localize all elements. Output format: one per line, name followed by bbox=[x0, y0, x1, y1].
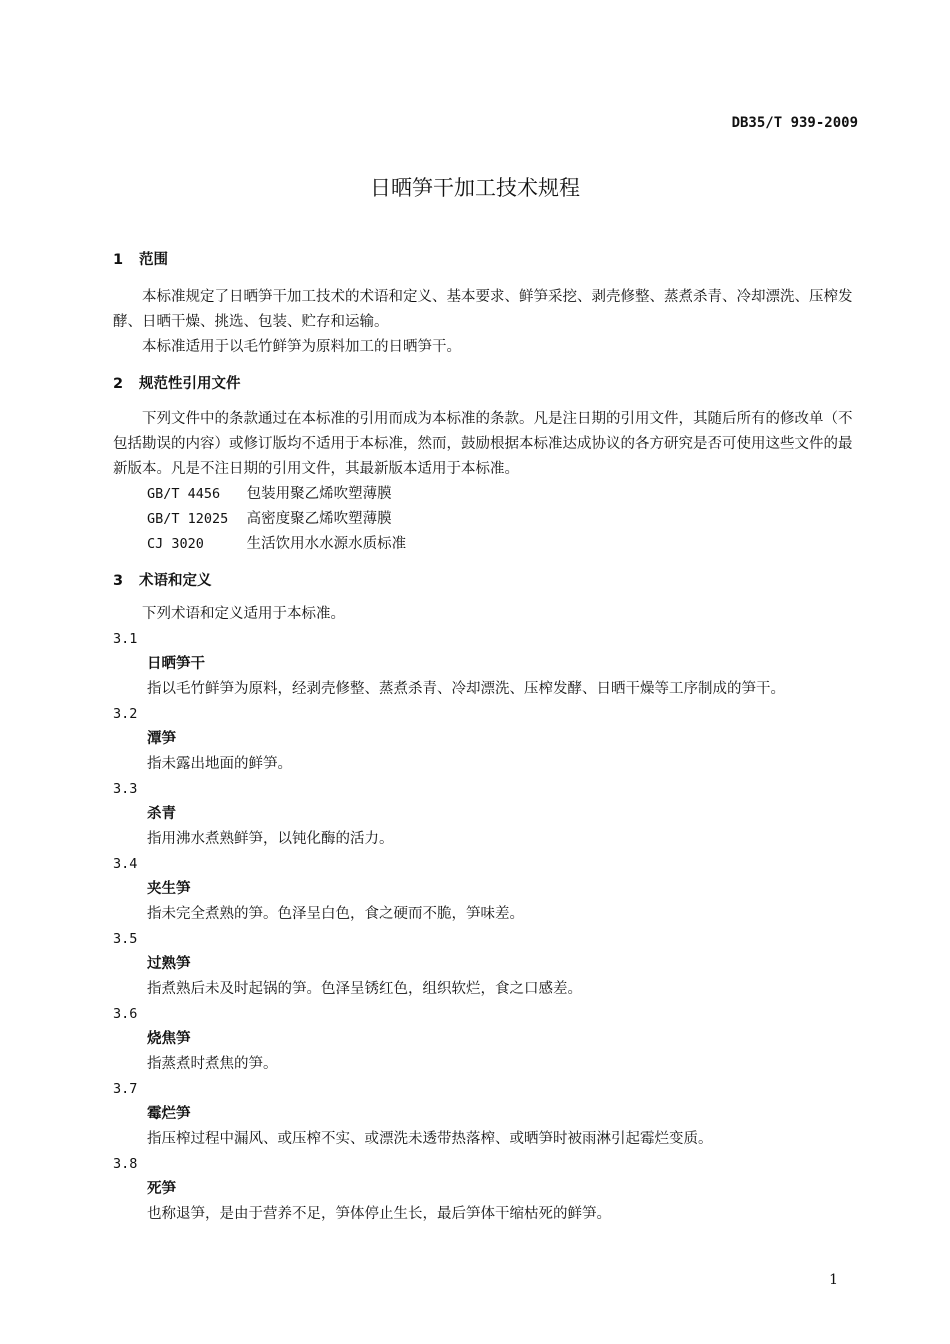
term-number: 3.7 bbox=[113, 1081, 138, 1097]
term-definition: 指蒸煮时煮焦的笋。 bbox=[147, 1056, 278, 1072]
term-entry bbox=[113, 627, 863, 702]
standard-code: DB35/T 939-2009 bbox=[731, 115, 858, 131]
section-terms-definitions bbox=[113, 569, 863, 1227]
section-number: 2 bbox=[113, 376, 124, 392]
term-number: 3.8 bbox=[113, 1156, 138, 1172]
paragraph: 本标准适用于以毛竹鲜笋为原料加工的日晒笋干。 bbox=[142, 339, 461, 355]
term-entry bbox=[113, 1002, 863, 1077]
term-number: 3.1 bbox=[113, 631, 138, 647]
term-number: 3.5 bbox=[113, 931, 138, 947]
term-definition: 指未露出地面的鲜笋。 bbox=[147, 756, 292, 772]
term-name: 死笋 bbox=[147, 1181, 176, 1197]
document-body bbox=[113, 248, 863, 1227]
term-name: 日晒笋干 bbox=[147, 656, 205, 672]
term-definition: 指压榨过程中漏风、或压榨不实、或漂洗未透带热落榨、或晒笋时被雨淋引起霉烂变质。 bbox=[147, 1131, 713, 1147]
term-number: 3.4 bbox=[113, 856, 138, 872]
term-name: 杀青 bbox=[147, 806, 176, 822]
term-definition: 指以毛竹鲜笋为原料，经剥壳修整、蒸煮杀青、冷却漂洗、压榨发酵、日晒干燥等工序制成的笋干。 bbox=[147, 681, 785, 697]
term-entry bbox=[113, 702, 863, 777]
section-number: 1 bbox=[113, 252, 124, 268]
term-definition: 指煮熟后未及时起锅的笋。色泽呈锈红色，组织软烂，食之口感差。 bbox=[147, 981, 582, 997]
section-heading bbox=[113, 569, 863, 590]
document-title: 日晒笋干加工技术规程 bbox=[370, 176, 580, 200]
term-name: 烧焦笋 bbox=[147, 1031, 191, 1047]
term-name: 过熟笋 bbox=[147, 956, 191, 972]
page-number: 1 bbox=[829, 1272, 838, 1288]
section-title: 范围 bbox=[139, 252, 168, 268]
section-title: 规范性引用文件 bbox=[139, 376, 241, 392]
reference-name: 包装用聚乙烯吹塑薄膜 bbox=[246, 486, 392, 502]
reference-item bbox=[113, 482, 863, 507]
term-number: 3.6 bbox=[113, 1006, 138, 1022]
reference-name: 高密度聚乙烯吹塑薄膜 bbox=[246, 511, 392, 527]
term-entry bbox=[113, 777, 863, 852]
reference-code: GB/T 12025 bbox=[147, 511, 229, 527]
term-name: 潭笋 bbox=[147, 731, 176, 747]
term-entry bbox=[113, 852, 863, 927]
term-number: 3.2 bbox=[113, 706, 138, 722]
section-normative-references bbox=[113, 372, 863, 557]
section-heading bbox=[113, 248, 863, 269]
paragraph: 下列术语和定义适用于本标准。 bbox=[142, 606, 345, 622]
section-scope bbox=[113, 248, 863, 360]
term-definition: 也称退笋，是由于营养不足，笋体停止生长，最后笋体干缩枯死的鲜笋。 bbox=[147, 1206, 611, 1222]
reference-code: CJ 3020 bbox=[147, 536, 204, 552]
section-title: 术语和定义 bbox=[139, 573, 212, 589]
reference-name: 生活饮用水水源水质标准 bbox=[246, 536, 407, 552]
term-entry bbox=[113, 1077, 863, 1152]
section-heading bbox=[113, 372, 863, 393]
section-number: 3 bbox=[113, 573, 124, 589]
term-entry bbox=[113, 927, 863, 1002]
reference-item bbox=[113, 507, 863, 532]
reference-item bbox=[113, 532, 863, 557]
paragraph: 本标准规定了日晒笋干加工技术的术语和定义、基本要求、鲜笋采挖、剥壳修整、蒸煮杀青、冷却漂洗、压榨发酵、日晒干燥、挑选、包装、贮存和运输。 bbox=[113, 289, 853, 330]
term-definition: 指用沸水煮熟鲜笋，以钝化酶的活力。 bbox=[147, 831, 394, 847]
paragraph: 下列文件中的条款通过在本标准的引用而成为本标准的条款。凡是注日期的引用文件，其随后所有的修改单（不包括勘误的内容）或修订版均不适用于本标准，然而，鼓励根据本标准达成协议的各方研究是否可使用这些文件的最新版本。凡是不注日期的引用文件，其最新版本适用于本标准。 bbox=[113, 411, 853, 477]
term-name: 霉烂笋 bbox=[147, 1106, 191, 1122]
term-entry bbox=[113, 1152, 863, 1227]
term-number: 3.3 bbox=[113, 781, 138, 797]
term-definition: 指未完全煮熟的笋。色泽呈白色，食之硬而不脆，笋味差。 bbox=[147, 906, 524, 922]
term-name: 夹生笋 bbox=[147, 881, 191, 897]
reference-code: GB/T 4456 bbox=[147, 486, 221, 502]
